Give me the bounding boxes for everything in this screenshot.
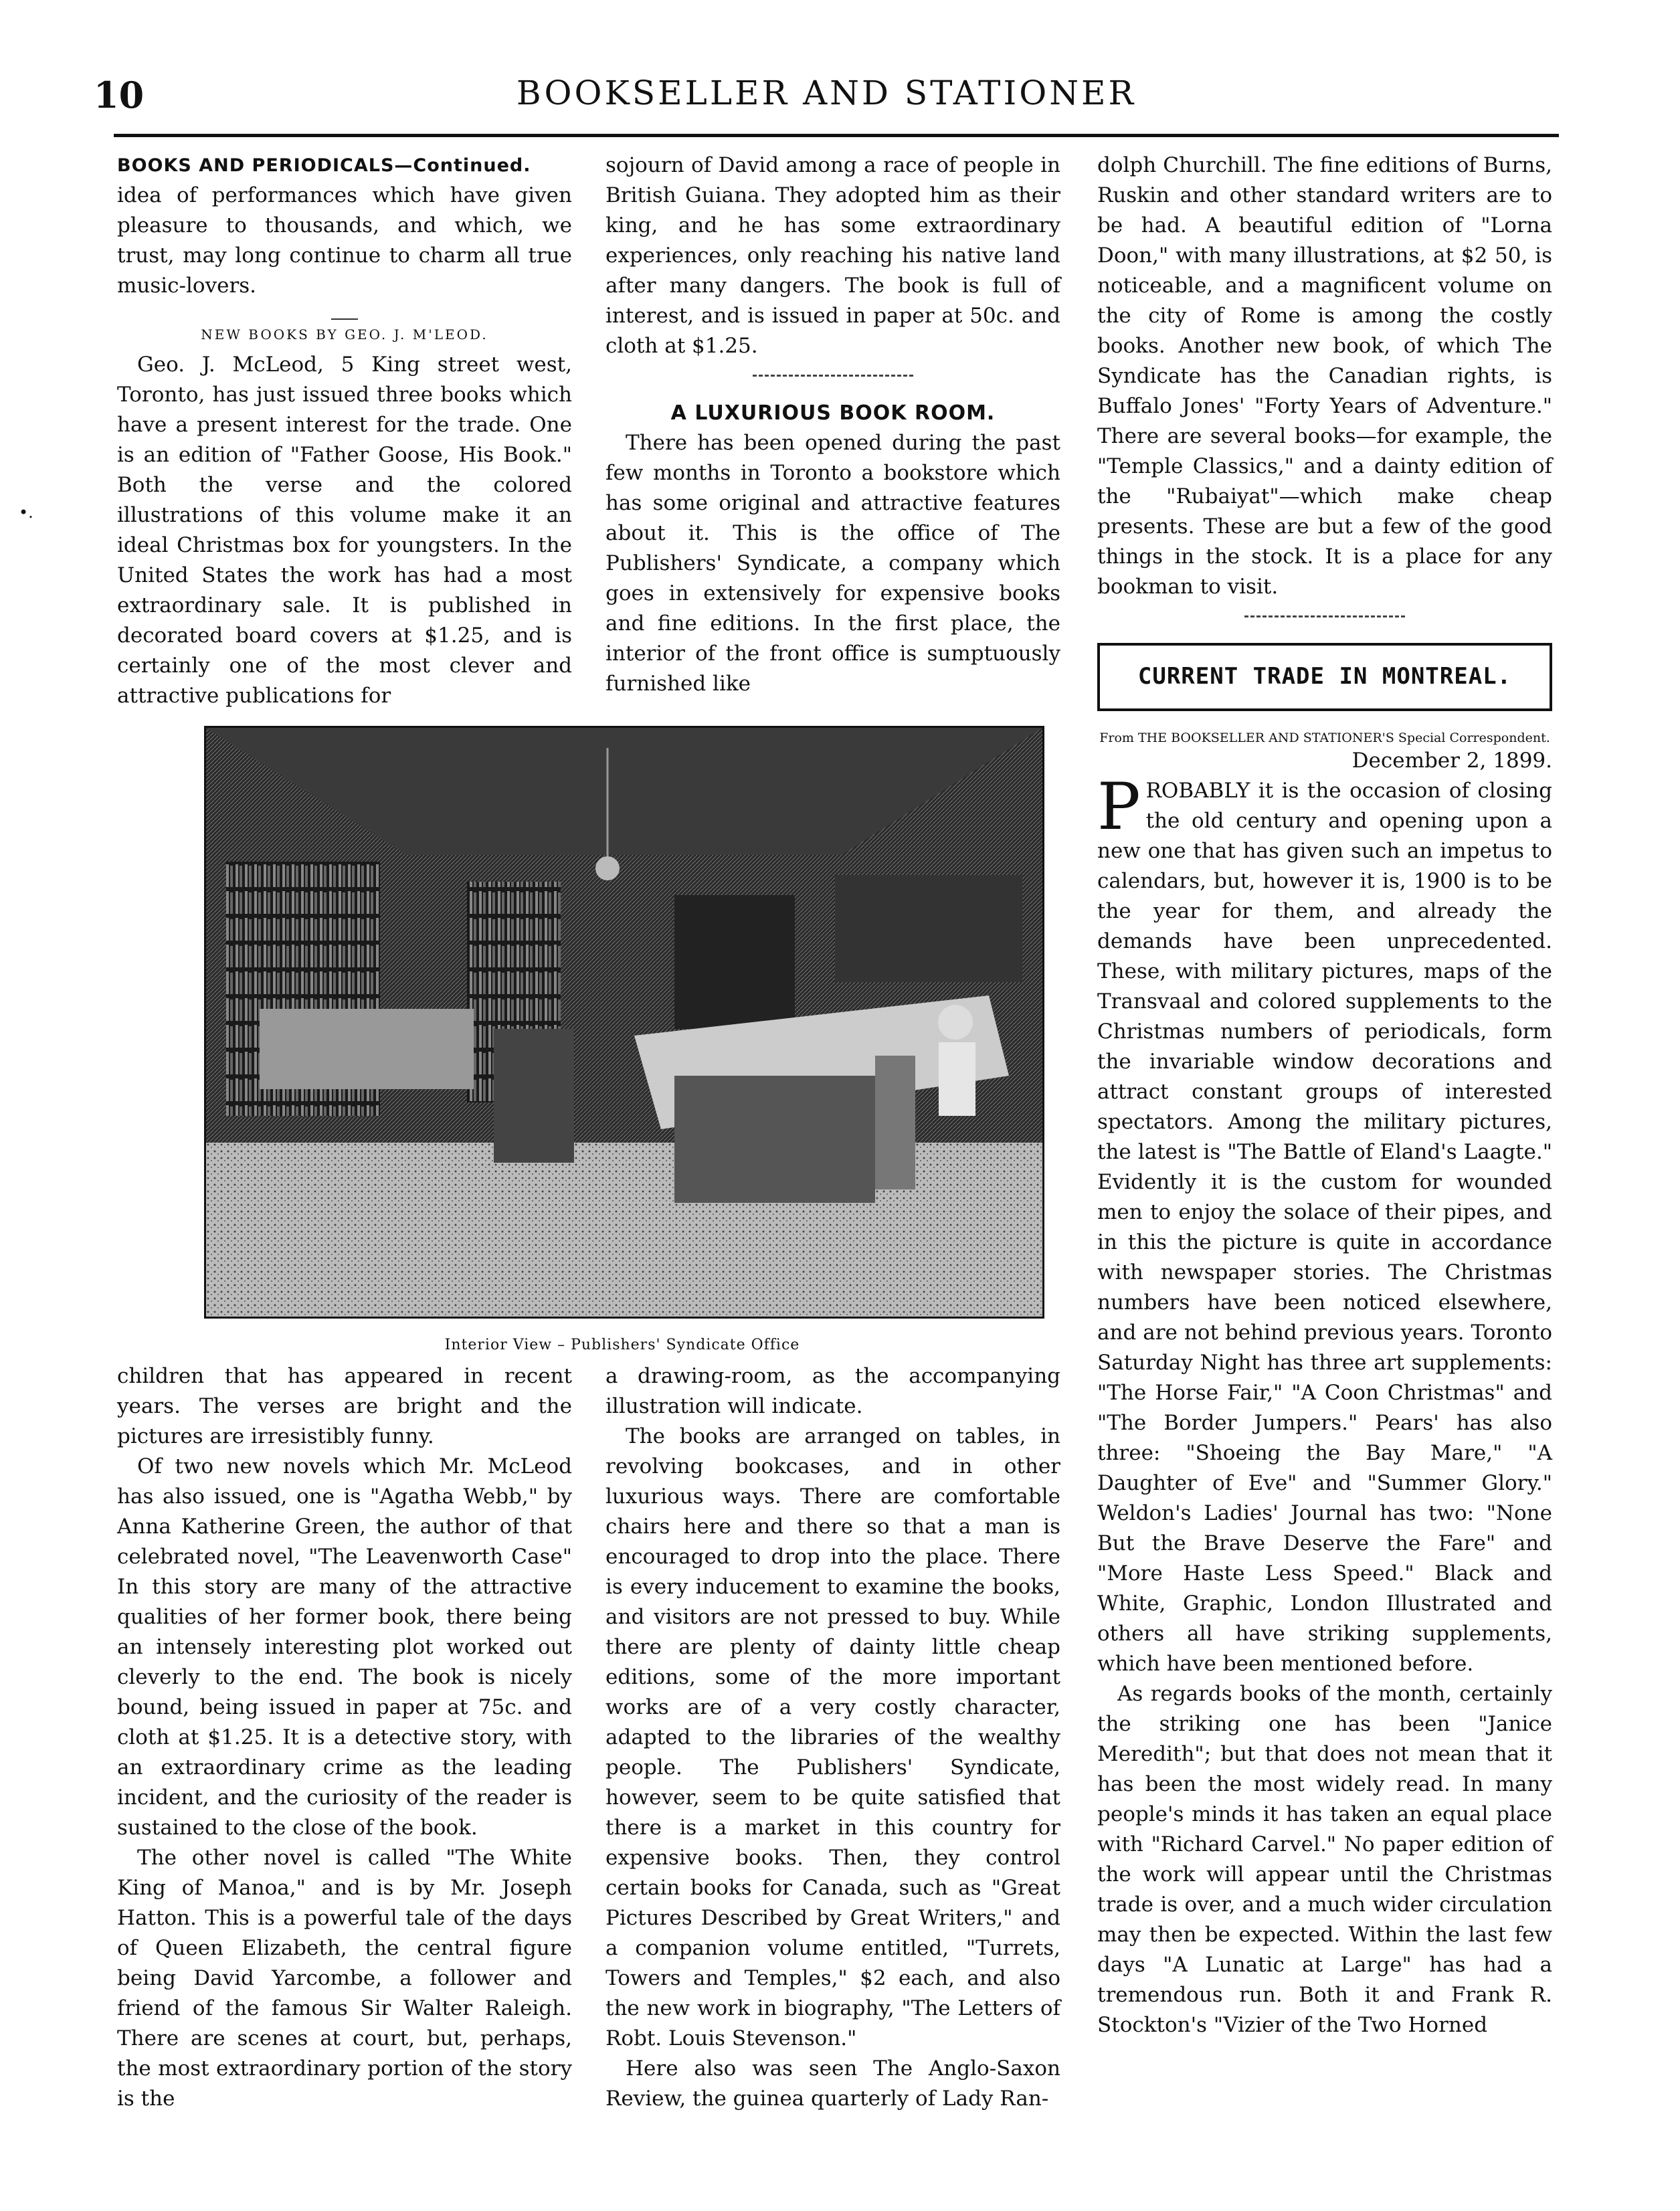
column-2-bottom — [605, 1361, 1060, 2114]
dateline: December 2, 1899. — [1351, 749, 1552, 773]
page-header — [94, 74, 1559, 140]
mcleod-paragraph-1: Geo. J. McLeod, 5 King street west, Toronto, has just issued three books which have a present interest for the trade. One is an edition of "Father Goose, His Book." Both the verse and the colored illustrations of this volume make it an ideal Christmas box for youngsters. In the United States the work has had a most extraordinary sale. It is published in decorated board covers at $1.25, and is certainly one of the most clever and attractive publications for — [117, 353, 572, 708]
margin-mark: •. — [19, 503, 33, 522]
column-3 — [1097, 151, 1552, 2040]
photo-caption: Interior View – Publishers' Syndicate Office — [444, 1337, 800, 1353]
bookroom-paragraph-3: Here also was seen The Anglo-Saxon Review, the guinea quarterly of Lady Ran- — [605, 2056, 1060, 2111]
mcleod-paragraph-2: Of two new novels which Mr. McLeod has also issued, one is "Agatha Webb," by Anna Katherine Green, the author of that celebrated novel, "The Leavenworth Case" In this story are many of the attractive qualities of her former book, there being an intensely interesting plot worked out cleverly to the end. The book is nicely bound, being issued in paper at 75c. and cloth at $1.25. It is a detective story, with an extraordinary crime as the leading incident, and the curiosity of the reader is sustained to the close of the book. — [117, 1454, 572, 1840]
montreal-paragraph-2: As regards books of the month, certainly the striking one has been "Janice Meredith"; but that does not mean that it has been the most widely read. In many people's minds it has taken an equal place with "Richard Carvel." No paper edition of the work will appear until the Christmas trade is over, and a much wider circulation may then be expected. Within the last few days "A Lunatic at Large" has had a tremendous run. Both it and Frank R. Stockton's "Vizier of the Two Horned — [1097, 1682, 1552, 2037]
mcleod-paragraph-1-continued: children that has appeared in recent years. The verses are bright and the pictures are irresistibly funny. — [117, 1364, 572, 1448]
column-1-bottom — [117, 1361, 572, 2114]
article-heading: A LUXURIOUS BOOK ROOM. — [670, 401, 996, 425]
article-divider-2 — [1244, 615, 1405, 617]
mcleod-paragraph-3: The other novel is called "The White King of Manoa," and is by Mr. Joseph Hatton. This is a powerful tale of the days of Queen Elizabeth, the central figure being David Yarcombe, a follower and friend of the famous Sir Walter Raleigh. There are scenes at court, but, perhaps, the most extraordinary portion of the story is the — [117, 1846, 572, 2111]
correspondent-credit: From THE BOOKSELLER AND STATIONER'S Special Correspondent. — [1099, 731, 1550, 745]
column-2-top — [605, 151, 1060, 699]
bookroom-paragraph-1-continued: a drawing-room, as the accompanying illustration will indicate. — [605, 1364, 1060, 1418]
bookroom-paragraph-1: There has been opened during the past few months in Toronto a bookstore which has some original and attractive features about it. This is the office of The Publishers' Syndicate, a company which goes in extensively for expensive books and fine editions. In the first place, the interior of the front office is sumptuously furnished like — [605, 431, 1060, 696]
drop-cap: P — [1097, 769, 1141, 844]
continued-heading: BOOKS AND PERIODICALS—Continued. — [117, 155, 531, 176]
article-divider — [753, 375, 913, 377]
column-1-top — [117, 151, 572, 711]
bookroom-illustration — [206, 728, 1042, 1317]
header-rule — [114, 134, 1559, 137]
running-head: BOOKSELLER AND STATIONER — [516, 74, 1137, 112]
bookroom-photo — [204, 726, 1044, 1319]
montreal-paragraph-1-text: ROBABLY it is the occasion of closing the old century and opening upon a new one that has given such an impetus to calendars, but, however it is, 1900 is to be the year for them, and already the demands have been unprecedented. These, with military pictures, maps of the Transvaal and colored supplements to the Christmas numbers of periodicals, form the invariable window decorations and attract constant groups of interested spectators. Among the military pictures, the latest is "The Battle of Eland's Laagte." Evidently it is the custom for wounded men to enjoy the solace of their pipes, and in this the picture is quite in accordance with newspaper stories. The Christmas numbers have been noticed elsewhere, and are not behind previous years. Toronto Saturday Night has three art supplements: "The Horse Fair," "A Coon Christmas" and "The Border Jumpers." Pears' has also three: "Shoeing the Bay Mare," "A Daughter of Eve" and "Summer Glory." Weldon's Ladies' Journal has two: "None But the Brave Deserve the Fare" and "More Haste Less Speed." Black and White, Graphic, London Illustrated and others all have striking supplements, which have been mentioned before. — [1097, 779, 1552, 1676]
section-subheading: NEW BOOKS BY GEO. J. M'LEOD. — [201, 326, 488, 343]
continued-paragraph: idea of performances which have given pleasure to thousands, and which, we trust, may long continue to charm all true music-lovers. — [117, 183, 572, 298]
churchill-paragraph: dolph Churchill. The fine editions of Burns, Ruskin and other standard writers are to be had. A beautiful edition of "Lorna Doon," with many illustrations, at $2 50, is noticeable, and a magnificent volume on the city of Rome is among the costly books. Another new book, of which The Syndicate has the Canadian rights, is Buffalo Jones' "Forty Years of Adventure." There are several books—for example, the "Temple Classics," and a dainty edition of the "Rubaiyat"—which make cheap presents. These are but a few of the good things in the stock. It is a place for any bookman to visit. — [1097, 153, 1552, 599]
guiana-paragraph: sojourn of David among a race of people in British Guiana. They adopted him as their king, and he has some extraordinary experiences, only reaching his native land after many dangers. The book is full of interest, and is issued in paper at 50c. and cloth at $1.25. — [605, 153, 1060, 358]
bookroom-paragraph-2: The books are arranged on tables, in revolving bookcases, and in other luxurious ways. There are comfortable chairs here and there so that a man is encouraged to drop into the place. There is every inducement to examine the books, and visitors are not pressed to buy. While there are plenty of dainty little cheap editions, some of the more important works are of a very costly character, adapted to the libraries of the wealthy people. The Publishers' Syndicate, however, seem to be quite satisfied that there is a market in this country for expensive books. Then, they control certain books for Canada, such as "Great Pictures Described by Great Writers," and a companion volume entitled, "Turrets, Towers and Temples," $2 each, and also the new work in biography, "The Letters of Robt. Louis Stevenson." — [605, 1424, 1060, 2050]
page-number: 10 — [94, 74, 145, 116]
montreal-paragraph-1 — [1097, 769, 1552, 1679]
montreal-heading-box — [1097, 643, 1552, 711]
montreal-heading: CURRENT TRADE IN MONTREAL. — [1137, 663, 1512, 690]
